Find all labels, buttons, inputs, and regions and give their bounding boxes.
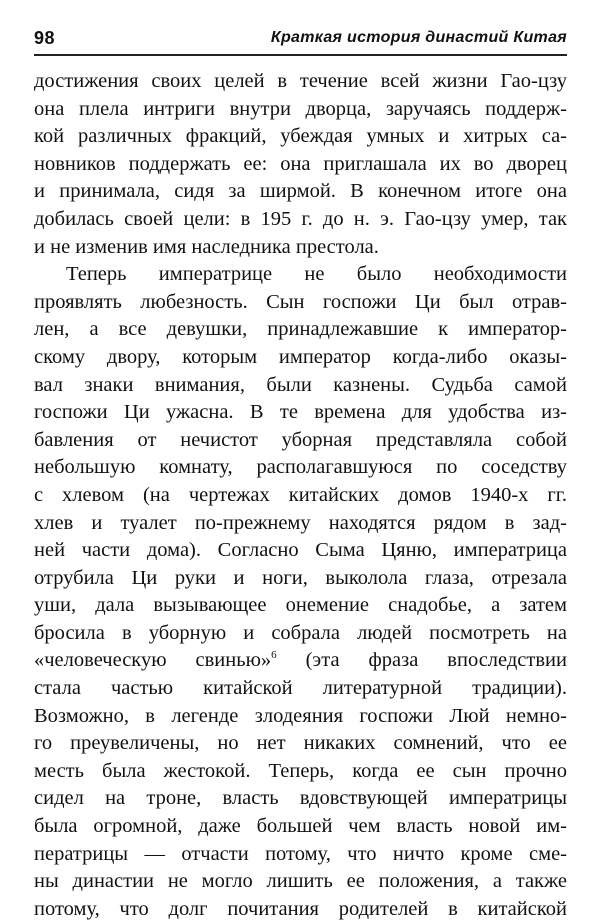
- text-line-content: скому двору, которым император когда-либо оказы-: [34, 345, 567, 368]
- footnote-marker: 6: [271, 649, 277, 662]
- text-line: [34, 427, 567, 455]
- header-rule: [34, 54, 567, 56]
- text-line-content: была огромной, даже большей чем власть новой им-: [34, 815, 567, 838]
- text-line: [34, 813, 567, 841]
- text-line: [34, 730, 567, 758]
- text-line-content: бросила в уборную и собрала людей посмотреть на: [34, 621, 567, 644]
- text-line-content: она плела интриги внутри дворца, заручаясь поддерж-: [34, 97, 567, 120]
- text-line-content: отрубила Ци руки и ноги, выколола глаза, отрезала: [34, 566, 567, 589]
- text-line-content: проявлять любезность. Сын госпожи Ци был отрав-: [34, 290, 567, 313]
- text-line-content: добилась своей цели: в 195 г. до н. э. Гао-цзу умер, так: [34, 207, 567, 230]
- text-line-content: стала частью китайской литературной традиции).: [34, 677, 567, 700]
- text-line-content: ператрицы — отчасти потому, что ничто кроме сме-: [34, 842, 567, 865]
- body-text: [34, 68, 567, 923]
- text-line: [34, 592, 567, 620]
- text-line: [34, 785, 567, 813]
- text-line-content: месть была жестокой. Теперь, когда ее сын прочно: [34, 759, 567, 782]
- text-line: [34, 868, 567, 896]
- text-line: [34, 123, 567, 151]
- text-line: [34, 758, 567, 786]
- text-line-content: бавления от нечистот уборная представляла собой: [34, 428, 567, 451]
- text-line: [34, 482, 567, 510]
- text-line: [34, 151, 567, 179]
- text-line: [34, 234, 567, 262]
- text-line-content: достижения своих целей в течение всей жизни Гао-цзу: [34, 70, 567, 92]
- text-line-content: и принимала, сидя за ширмой. В конечном итоге она: [34, 180, 567, 203]
- text-line: [34, 454, 567, 482]
- text-line-content: ны династии не могло лишить ее положения, а также: [34, 870, 567, 893]
- text-line: [34, 399, 567, 427]
- text-line-content: уши, дала вызывающее онемение снадобье, а затем: [34, 594, 567, 617]
- text-line: [34, 896, 567, 923]
- text-line: [34, 537, 567, 565]
- text-line: [34, 206, 567, 234]
- text-line: [34, 344, 567, 372]
- text-line-content: и не изменив имя наследника престола.: [34, 235, 379, 258]
- text-line-content: Возможно, в легенде злодеяния госпожи Люй немно-: [34, 704, 567, 727]
- text-line: [34, 178, 567, 206]
- page-header: [34, 26, 567, 52]
- text-line: [34, 68, 567, 96]
- text-line-continuation: (эта фраза впоследствии: [276, 649, 567, 672]
- text-line-content: го преувеличены, но нет никаких сомнений, что ее: [34, 732, 567, 755]
- text-line-content: вал знаки внимания, были казнены. Судьба самой: [34, 373, 567, 396]
- text-line: [34, 703, 567, 731]
- text-line: [34, 510, 567, 538]
- text-line-content: «человеческую свинью»: [34, 649, 272, 672]
- text-line: [34, 675, 567, 703]
- text-line: [34, 841, 567, 869]
- text-line: [34, 316, 567, 344]
- text-line: [34, 261, 567, 289]
- text-line-content: госпожи Ци ужасна. В те времена для удобства из-: [34, 401, 567, 424]
- text-line-content: новников поддержать ее: она приглашала их во дворец: [34, 152, 567, 175]
- text-line: [34, 289, 567, 317]
- text-line-content: Теперь императрице не было необходимости: [66, 263, 567, 286]
- text-line-content: кой различных фракций, убеждая умных и хитрых са-: [34, 125, 567, 148]
- text-line-content: сидел на троне, власть вдовствующей императрицы: [34, 787, 567, 810]
- text-line-content: лен, а все девушки, принадлежавшие к император-: [34, 318, 567, 341]
- text-line: [34, 647, 567, 675]
- text-line: [34, 565, 567, 593]
- text-line: [34, 96, 567, 124]
- text-line: [34, 620, 567, 648]
- page-number: 98: [34, 28, 56, 48]
- text-line-content: с хлевом (на чертежах китайских домов 1940-х гг.: [34, 483, 567, 506]
- text-line-content: небольшую комнату, располагавшуюся по соседству: [34, 456, 567, 479]
- text-line: [34, 372, 567, 400]
- running-title: Краткая история династий Китая: [270, 29, 567, 46]
- text-line-content: хлев и туалет по-прежнему находятся рядом в зад-: [34, 511, 567, 534]
- text-line-content: потому, что долг почитания родителей в китайской: [34, 897, 567, 920]
- text-line-content: ней части дома). Согласно Сыма Цяню, императрица: [34, 539, 567, 562]
